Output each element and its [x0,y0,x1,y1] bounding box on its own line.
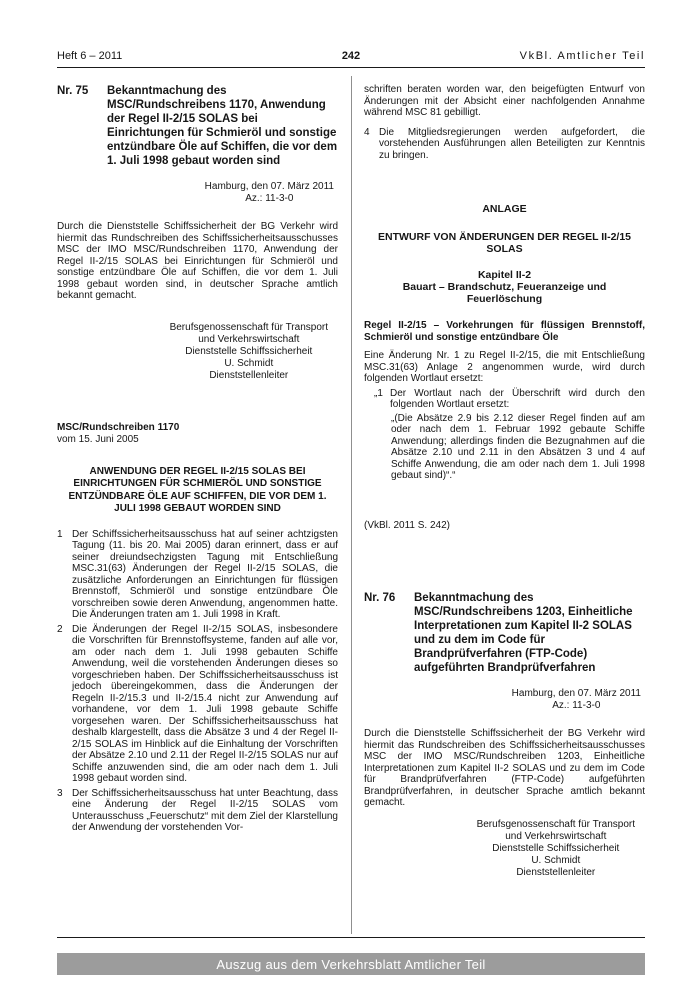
notice-76-heading [364,591,645,675]
signature-line: und Verkehrswirtschaft [505,830,607,842]
source-reference: (VkBl. 2011 S. 242) [364,519,450,531]
header-journal-title: VkBl. Amtlicher Teil [519,50,645,62]
annex-title: ENTWURF VON ÄNDERUNGEN DER REGEL II-2/15 SOLAS [378,231,631,255]
circular-1170-date: vom 15. Juni 2005 [57,433,139,445]
circular-1170-header [57,422,338,446]
signature-line: U. Schmidt [224,357,274,369]
signature-line: Dienststellenleiter [516,866,596,878]
annex-amendment-item [364,388,645,411]
list-item-3-continuation: schriften beraten worden war, den beigefügten Entwurf von Änderungen mit der Absicht einer nachfolgenden Annahme während MSC 81 gebilligt. [364,84,645,118]
notice-76-place-date: Hamburg, den 07. März 2011 [511,688,641,699]
notice-75-intro-paragraph: Durch die Dienststelle Schiffssicherheit der BG Verkehr wird hiermit das Rundschreiben des Schiffssicherheitsausschusses MSC der IMO MSC/Rundschreiben 1170, Anwendung der Regel II-2/15 SOLAS bei Einrichtungen für Schmieröl und sonstige entzündbare Öle auf Schiffen, die vor dem 1. Juli 1998 gebaut worden sind, in deutscher Sprache amtlich bekannt gemacht. [57,221,338,301]
list-item-3 [57,788,338,834]
notice-75-number: Nr. 75 [57,85,89,97]
header-page-number: 242 [341,50,361,62]
annex-label: ANLAGE [482,203,527,215]
notice-76-number: Nr. 76 [364,592,396,604]
circular-1170-title: MSC/Rundschreiben 1170 [57,421,180,433]
signature-line: Berufsgenossenschaft für Transport [476,818,635,830]
notice-75-dateline [205,181,334,205]
signature-line: Dienststellenleiter [209,369,289,381]
notice-75-place-date: Hamburg, den 07. März 2011 [204,181,334,192]
circular-subject-heading: ANWENDUNG DER REGEL II-2/15 SOLAS BEI EINRICHTUNGEN FÜR SCHMIERÖL UND SONSTIGE ENTZÜNDBARE ÖLE AUF SCHIFFEN, DIE VOR DEM 1. JULI 1998 GEBAUT WORDEN SIND [68,465,327,514]
notice-76-file-reference: Az.: 11-3-0 [552,700,601,711]
footer-rule [57,937,645,938]
annex-chapter: Kapitel II-2 [477,269,532,281]
signature-line: und Verkehrswirtschaft [198,333,300,345]
header-rule [57,67,645,68]
notice-76-title: Bekanntmachung des MSC/Rundschreibens 1203, Einheitliche Interpretationen zum Kapitel II-2 SOLAS und zu dem im Code für Brandprüfverfahren (FTP-Code) aufgeführten Brandprüfverfahren [414,592,633,674]
notice-75-title: Bekanntmachung des MSC/Rundschreibens 1170, Anwendung der Regel II-2/15 SOLAS bei Einrichtungen für Schmieröl und sonstige entzündbare Öle auf Schiffen, die vor dem 1. Juli 1998 gebaut worden sind [107,85,338,167]
header-issue: Heft 6 – 2011 [57,50,123,62]
circular-numbered-list [57,529,338,834]
signature-line: Dienststelle Schiffssicherheit [185,345,313,357]
page-body [57,84,645,879]
annex-chapter-subtitle: Bauart – Brandschutz, Feueranzeige und Feuerlöschung [402,281,607,305]
left-column [57,84,338,837]
list-item-4 [364,127,645,162]
notice-75-file-reference: Az.: 11-3-0 [245,193,294,204]
list-item-4-text: Die Mitgliedsregierungen werden aufgefordert, die vorstehenden Ausführungen allen Beteiligten zur Kenntnis zu bringen. [379,126,645,161]
signature-line: Berufsgenossenschaft für Transport [169,321,328,333]
list-item-3-number: 3 [57,787,63,799]
signature-line: Dienststelle Schiffssicherheit [492,842,620,854]
footer-banner [57,953,645,975]
list-item-2-number: 2 [57,623,63,635]
annex-replacement-text: „(Die Absätze 2.9 bis 2.12 dieser Regel finden auf am oder nach dem 1. Februar 1992 gebaute Schiffe Anwendung; allerdings finden die Bezugnahmen auf die Absätze 2.10 und 2.11 in den Absätzen 3 und 4 auf Schiffe Anwendung, die am oder nach dem 1. Juli 1998 gebaut sind)“.“ [391,412,645,481]
notice-76-dateline [512,688,641,712]
list-item-4-number: 4 [364,126,370,138]
list-item-1-text: Der Schiffssicherheitsausschuss hat auf seiner achtzigsten Tagung (11. bis 20. Mai 2005) daran erinnert, dass er auf seiner dreiundsechzigsten Tagung mit Entschließung MSC.31(63) Änderungen der Regel II-2/15 SOLAS, die zusätzliche Anforderungen an Einrichtungen für flüssigen Brennstoff, Schmieröl und sonstige entzündbare Öle vorschreiben sowie deren Anwendung, angenommen hatte. Die Änderungen traten am 1. Juli 1998 in Kraft. [72,528,338,620]
annex-amendment-text: Der Wortlaut nach der Überschrift wird durch den folgenden Wortlaut ersetzt: [390,387,645,410]
annex-amendment-number: „1 [374,387,383,399]
list-item-2-text: Die Änderungen der Regel II-2/15 SOLAS, insbesondere die Vorschriften für Brennstoffsysteme, fanden auf alle vor, am oder nach dem 1. Juli 1998 gebauten Schiffe Anwendung, weil die vorstehenden Änderungen dieses so vorgeschrieben haben. Der Schiffssicherheitsausschuss ist jedoch übereingekommen, dass die Änderungen der Regeln II-2/15.3 und II-2/15.4 nicht zur Anwendung auf vorhandene, vor dem 1. Juli 1998 gebaute Schiffe vorgesehen waren. Der Schiffssicherheitsausschuss hat deshalb klargestellt, dass die Absätze 3 und 4 der Regel II-2/15 SOLAS im Hinblick auf die Einhaltung der Vorschriften der Absätze 2.10 und 2.11 der Regel II-2/15 SOLAS nur auf Schiffe anzuwenden sind, die am oder nach dem 1. Juli 1998 gebaut worden sind. [72,623,338,784]
page-header [57,50,645,64]
footer-banner-text: Auszug aus dem Verkehrsblatt Amtlicher Teil [216,956,486,972]
list-item-2 [57,624,338,785]
notice-76-intro-paragraph: Durch die Dienststelle Schiffssicherheit der BG Verkehr wird hiermit das Rundschreiben des Schiffssicherheitsausschusses MSC der IMO MSC/Rundschreiben 1203, Einheitliche Interpretationen zum Kapitel II-2 SOLAS und zu dem im Code für Brandprüfverfahren (FTP-Code) aufgeführten Brandprüfverfahren, in deutscher Sprache amtlich bekannt gemacht. [364,728,645,808]
annex-rule-heading: Regel II-2/15 – Vorkehrungen für flüssigen Brennstoff, Schmieröl und sonstige entzündbare Öle [364,320,645,343]
list-item-1 [57,529,338,621]
signature-line: U. Schmidt [531,854,581,866]
annex-intro-paragraph: Eine Änderung Nr. 1 zu Regel II-2/15, die mit Entschließung MSC.31(63) Anlage 2 angenommen wurde, wird durch folgenden Wortlaut ersetzt: [364,350,645,384]
notice-75-heading [57,84,338,168]
right-column [364,84,645,879]
list-item-3-text: Der Schiffssicherheitsausschuss hat unter Beachtung, dass eine Änderung der Regel II-2/15 SOLAS vom Unterausschuss „Feuerschutz“ mit dem Ziel der Klarstellung der Anwendung der vorstehenden Vor- [72,787,338,833]
notice-75-signature-block [170,322,328,382]
list-item-1-number: 1 [57,528,63,540]
notice-76-signature-block [477,819,635,879]
